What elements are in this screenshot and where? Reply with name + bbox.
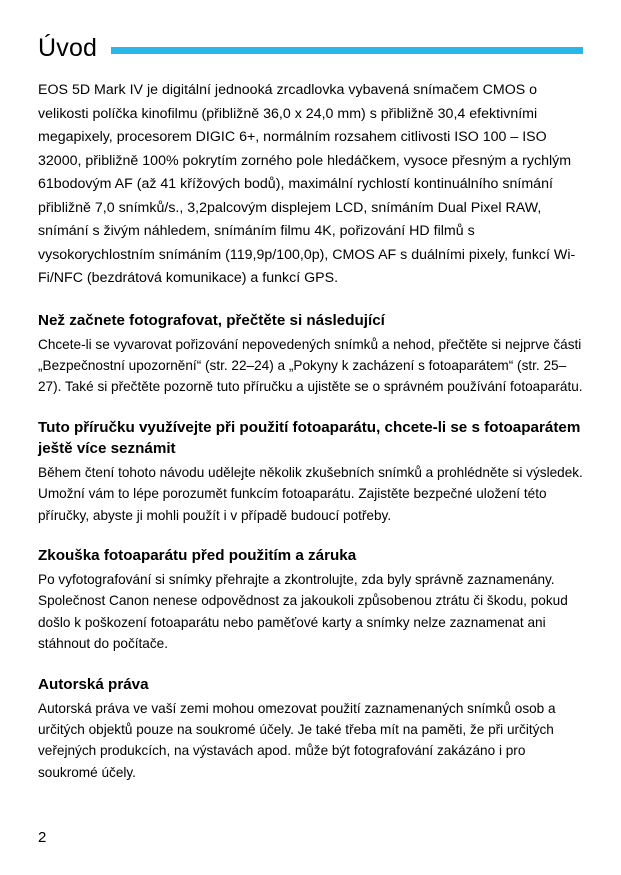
section-autorska-prava [38, 674, 583, 784]
page-number: 2 [38, 829, 47, 846]
section-zkouska-a-zaruka [38, 545, 583, 655]
page-title-row [38, 0, 583, 63]
page-title: Úvod [38, 34, 98, 62]
section-pred-fotografovanim [38, 310, 583, 398]
section-body: Chcete-li se vyvarovat pořizování nepovedených snímků a nehod, přečtěte si nejprve části „Bezpečnostní upozornění“ (str. 22–24) a „Pokyny k zacházení s fotoaparátem“ (str. 25–27). Také si přečtěte pozorně tuto příručku a ujistěte se o správném používání fotoaparátu. [38, 336, 583, 395]
title-accent-rule [111, 47, 583, 54]
section-body: Autorská práva ve vaší zemi mohou omezovat použití zaznamenaných snímků osob a určitých objektů pouze na soukromé účely. Je také třeba mít na paměti, že při určitých veřejných produkcích, na výstavách apod. může být fotografování zakázáno i pro soukromé účely. [38, 700, 556, 780]
section-heading: Než začnete fotografovat, přečtěte si následující [38, 311, 385, 329]
intro-paragraph: EOS 5D Mark IV je digitální jednooká zrcadlovka vybavená snímačem CMOS o velikosti políčka kinofilmu (přibližně 36,0 x 24,0 mm) s přibližně 30,4 efektivními megapixely, procesorem DIGIC 6+, normálním rozsahem citlivosti ISO 100 – ISO 32000, přibližně 100% pokrytím zorného pole hledáčkem, vysoce přesným a rychlým 61bodovým AF (až 41 křížových bodů), maximální rychlostí kontinuálního snímání přibližně 7,0 snímků/s., 3,2palcovým displejem LCD, snímáním Dual Pixel RAW, snímání s živým náhledem, snímáním filmu 4K, pořizování HD filmů s vysokorychlostním snímáním (119,9p/100,0p), CMOS AF s duálními pixely, funkcí Wi-Fi/NFC (bezdrátová komunikace) a funkcí GPS. [38, 82, 576, 286]
section-prirucka [38, 417, 583, 526]
section-heading: Zkouška fotoaparátu před použitím a záruka [38, 546, 357, 564]
section-body: Po vyfotografování si snímky přehrajte a zkontrolujte, zda byly správně zaznamenány. Společnost Canon nenese odpovědnost za jakoukoli způsobenou ztrátu či škodu, pokud došlo k poškození fotoaparátu nebo paměťové karty a snímky nelze zaznamenat ani stáhnout do počítače. [38, 571, 568, 652]
section-body: Během čtení tohoto návodu udělejte několik zkušebních snímků a prohlédněte si výsledek. Umožní vám to lépe porozumět funkcím fotoaparátu. Zajistěte bezpečné uložení této příručky, abyste ji mohli použít i v případě budoucí potřeby. [38, 464, 583, 523]
section-heading: Tuto příručku využívejte při použití fotoaparátu, chcete-li se s fotoaparátem ještě více seznámit [38, 418, 581, 457]
section-heading: Autorská práva [38, 675, 149, 693]
